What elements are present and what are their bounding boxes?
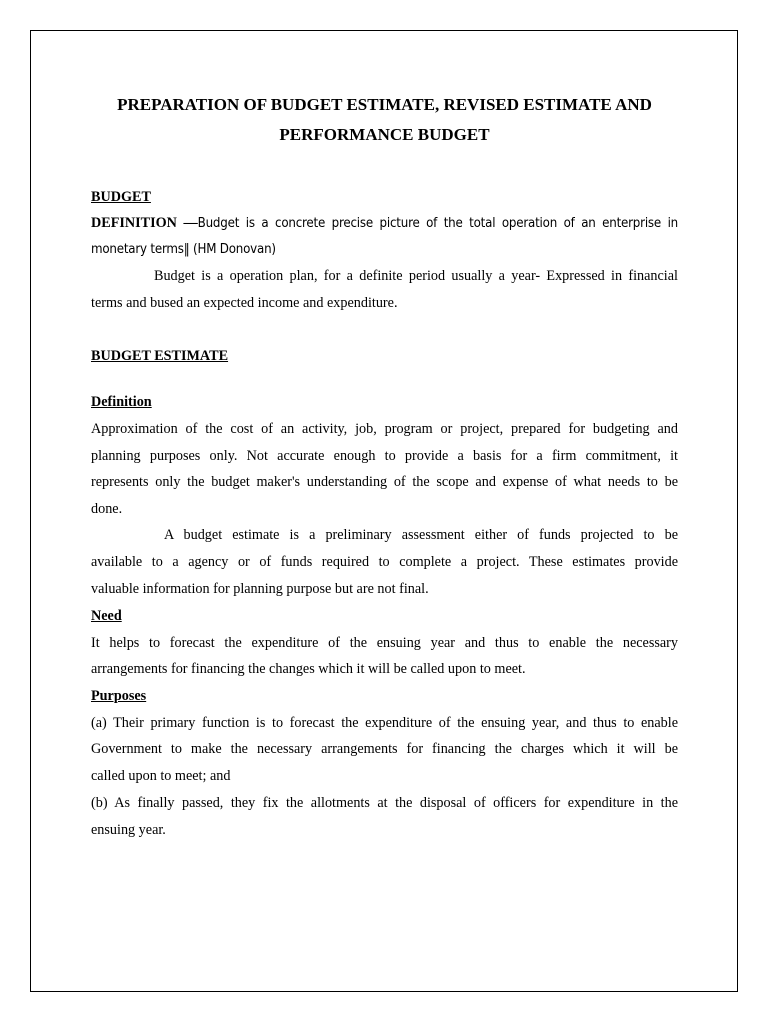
- purpose-a-line-3: called upon to meet; and: [91, 768, 231, 784]
- budget-paragraph-line-1: Budget is a operation plan, for a definite period usually a year- Expressed in financial: [154, 268, 678, 284]
- definition-paragraph-line-1: Approximation of the cost of an activity, job, program or project, prepared for budgeting and: [91, 421, 678, 437]
- purpose-a-line-2: Government to make the necessary arrangements for financing the charges which it will be: [91, 741, 678, 757]
- definition-heading: Definition: [91, 394, 152, 410]
- definition-line-1: [91, 214, 678, 233]
- definition-paragraph-line-4: done.: [91, 501, 123, 517]
- definition-text: Budget is a concrete precise picture of the total operation of an enterprise in: [197, 216, 678, 231]
- definition-paragraph-line-7: valuable information for planning purpose but are not final.: [91, 581, 429, 597]
- definition-line-2: monetary terms‖ (HM Donovan): [91, 242, 276, 257]
- purposes-heading: Purposes: [91, 688, 147, 704]
- purpose-b-line-2: ensuing year.: [91, 822, 166, 838]
- budget-estimate-heading: BUDGET ESTIMATE: [91, 348, 229, 364]
- title-line-2: PERFORMANCE BUDGET: [279, 125, 490, 144]
- budget-paragraph-line-2: terms and bused an expected income and expenditure.: [91, 295, 398, 311]
- definition-paragraph-line-2: planning purposes only. Not accurate enough to provide a basis for a firm commitment, it: [91, 448, 678, 464]
- title-line-1: PREPARATION OF BUDGET ESTIMATE, REVISED ESTIMATE AND: [117, 95, 652, 114]
- need-paragraph-line-2: arrangements for financing the changes which it will be called upon to meet.: [91, 661, 526, 677]
- definition-label: DEFINITION —: [91, 215, 198, 231]
- purpose-a-line-1: (a) Their primary function is to forecast the expenditure of the ensuing year, and thus to enable: [91, 715, 678, 731]
- document-title: [61, 90, 708, 150]
- document-page: [30, 30, 738, 992]
- need-paragraph-line-1: It helps to forecast the expenditure of the ensuing year and thus to enable the necessary: [91, 635, 678, 651]
- definition-paragraph-line-6: available to a agency or of funds required to complete a project. These estimates provide: [91, 554, 678, 570]
- definition-paragraph-line-3: represents only the budget maker's understanding of the scope and expense of what needs to be: [91, 474, 678, 490]
- definition-paragraph-line-5: A budget estimate is a preliminary assessment either of funds projected to be: [164, 527, 678, 543]
- budget-heading: BUDGET: [91, 189, 151, 205]
- purpose-b-line-1: (b) As finally passed, they fix the allotments at the disposal of officers for expenditure in the: [91, 795, 678, 811]
- need-heading: Need: [91, 608, 122, 624]
